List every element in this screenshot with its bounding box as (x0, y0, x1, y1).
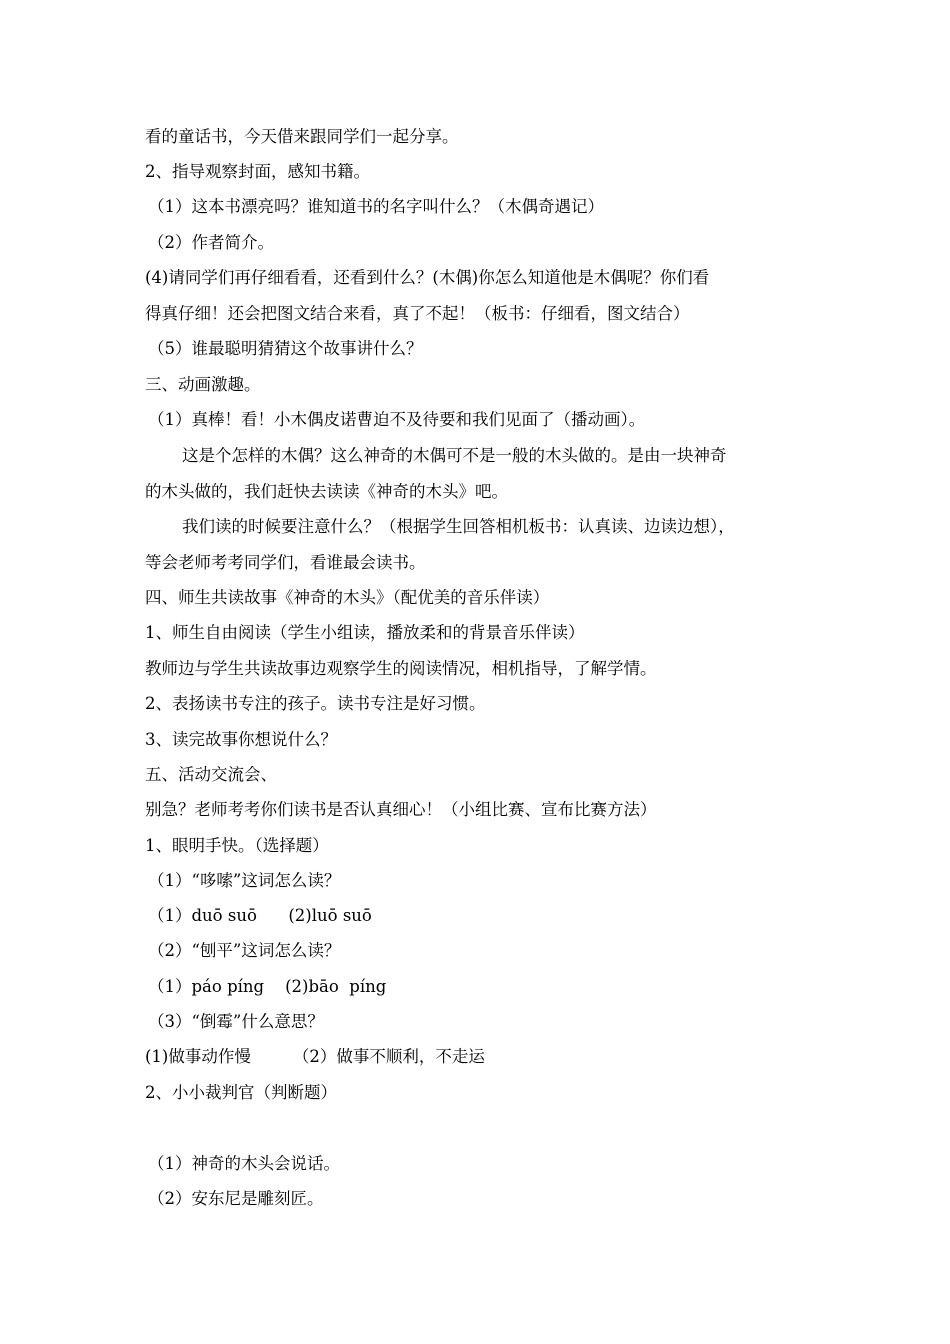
text-line: 这是个怎样的木偶？这么神奇的木偶可不是一般的木头做的。是由一块神奇 (182, 446, 727, 465)
question-line: （1）“哆嗦”这词怎么读？ (148, 871, 341, 890)
text-line: 3、读完故事你想说什么？ (145, 730, 337, 749)
section-heading: 四、师生共读故事《神奇的木头》（配优美的音乐伴读） (145, 588, 550, 607)
text-line: （1）真棒！看！小木偶皮诺曹迫不及待要和我们见面了（播动画）。 (148, 410, 646, 429)
section-heading: 三、动画激趣。 (145, 375, 261, 394)
text-line: （1）这本书漂亮吗？谁知道书的名字叫什么？（木偶奇遇记） (148, 197, 604, 216)
section-heading: 五、活动交流会、 (145, 765, 277, 784)
text-line: （2）作者简介。 (148, 233, 274, 252)
text-line: 教师边与学生共读故事边观察学生的阅读情况，相机指导，了解学情。 (145, 659, 657, 678)
text-line: 2、小小裁判官（判断题） (145, 1083, 337, 1102)
answer-options: (1)做事动作慢 （2）做事不顺利，不走运 (145, 1047, 485, 1066)
text-line: 别急？老师考考你们读书是否认真细心！（小组比赛、宣布比赛方法） (145, 800, 657, 819)
question-line: （3）“倒霉”什么意思？ (148, 1012, 324, 1031)
question-line: （1）神奇的木头会说话。 (148, 1154, 340, 1173)
text-line: 1、师生自由阅读（学生小组读，播放柔和的背景音乐伴读） (145, 623, 585, 642)
text-line: 的木头做的，我们赶快去读读《神奇的木头》吧。 (145, 482, 508, 501)
answer-options: （1）duō suō (2)luō suō (148, 906, 372, 925)
question-line: （2）“刨平”这词怎么读？ (148, 941, 341, 960)
answer-options: （1）páo píng (2)bāo píng (148, 977, 387, 996)
text-line: 得真仔细！还会把图文结合来看，真了不起！（板书：仔细看，图文结合） (145, 304, 690, 323)
text-line: 1、眼明手快。（选择题） (145, 836, 329, 855)
question-line: （2）安东尼是雕刻匠。 (148, 1189, 324, 1208)
text-line: 看的童话书，今天借来跟同学们一起分享。 (145, 127, 459, 146)
text-line: 2、指导观察封面，感知书籍。 (145, 162, 370, 181)
text-line: 2、表扬读书专注的孩子。读书专注是好习惯。 (145, 694, 486, 713)
text-line: (4)请同学们再仔细看看，还看到什么？(木偶)你怎么知道他是木偶呢？你们看 (145, 268, 710, 287)
text-line: 我们读的时候要注意什么？（根据学生回答相机板书：认真读、边读边想）， (182, 517, 735, 536)
text-line: （5）谁最聪明猜猜这个故事讲什么？ (148, 339, 423, 358)
text-line: 等会老师考考同学们，看谁最会读书。 (145, 553, 426, 572)
